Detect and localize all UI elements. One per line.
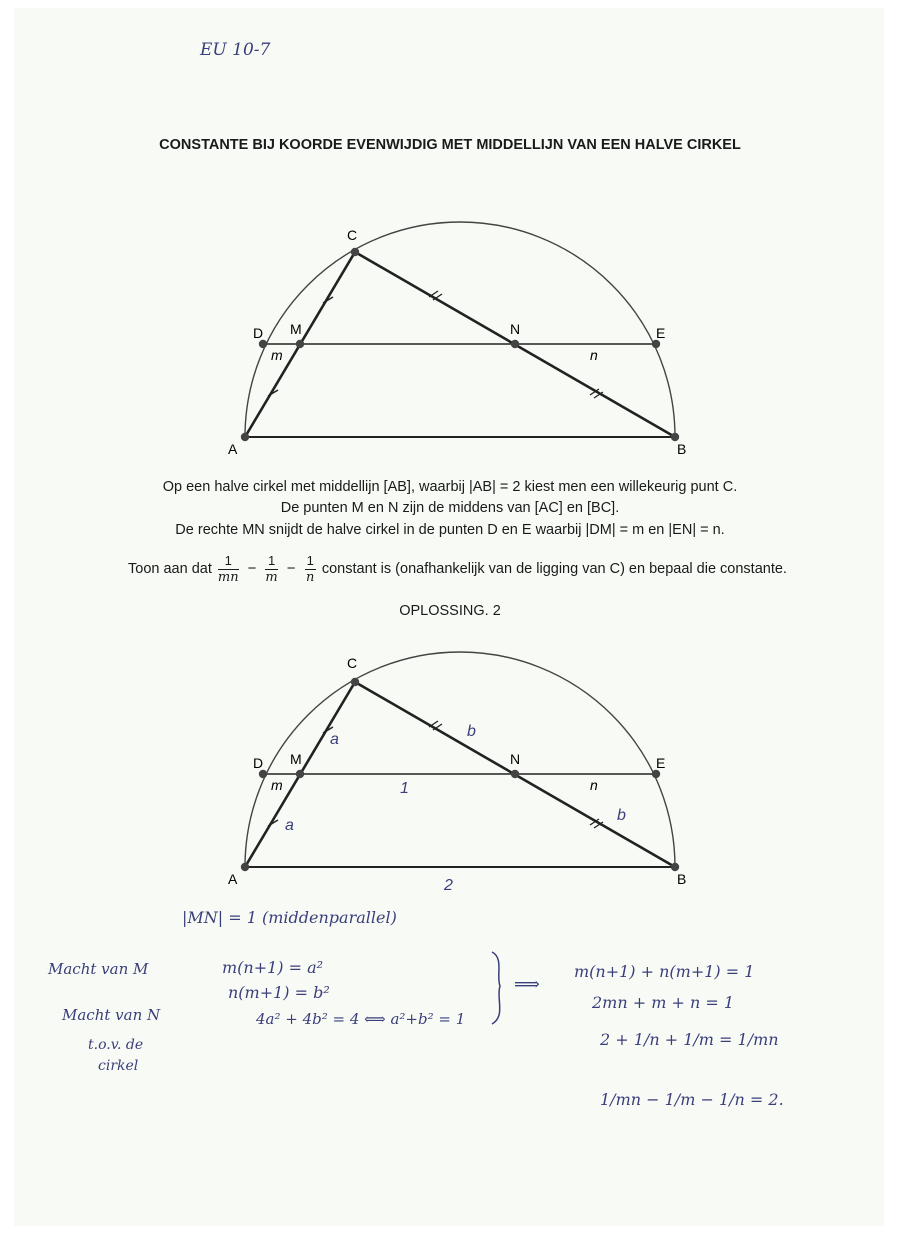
minus-sign: − [247, 560, 257, 578]
problem-line-3: De rechte MN snijdt de halve cirkel in de punten D en E waarbij |DM| = m en |EN| = n. [175, 522, 725, 538]
hand-mn-length: |MN| = 1 (middenparallel) [182, 908, 397, 927]
hand-eq-2: n(m+1) = b² [228, 983, 330, 1002]
fraction-numerator: 1 [265, 553, 277, 570]
hand-implies: ⟹ [514, 974, 540, 995]
segment-b-label-lower: b [617, 807, 626, 824]
point-a-label: A [228, 441, 238, 457]
fraction-denominator: m [265, 569, 278, 585]
point-n-label: N [510, 321, 521, 337]
segment-b-label-upper: b [467, 723, 476, 740]
point-d-label: D [253, 755, 264, 771]
fraction-numerator: 1 [218, 553, 239, 570]
segment-m-label: m [271, 347, 283, 363]
point-e-label: E [656, 755, 666, 771]
point-m-label: M [290, 321, 302, 337]
header-ref: EU 10-7 [200, 40, 271, 60]
hand-eq-1: m(n+1) = a² [222, 958, 324, 977]
segment-n-label: n [590, 777, 598, 793]
point-e-label: E [656, 325, 666, 341]
page-title: CONSTANTE BIJ KOORDE EVENWIJDIG MET MIDDELLIJN VAN EEN HALVE CIRKEL [159, 137, 741, 153]
hand-result-3: 2 + 1/n + 1/m = 1/mn [600, 1030, 779, 1049]
segment-mn-length-label: 1 [400, 780, 409, 797]
hand-cirkel: cirkel [98, 1058, 139, 1074]
hand-result-2: 2mn + m + n = 1 [592, 993, 735, 1012]
hand-eq-3: 4a² + 4b² = 4 ⟺ a²+b² = 1 [256, 1010, 466, 1028]
segment-m-label: m [271, 777, 283, 793]
hand-result-1: m(n+1) + n(m+1) = 1 [574, 962, 755, 981]
point-a-label: A [228, 871, 238, 887]
problem-line-2: De punten M en N zijn de middens van [AC] en [BC]. [280, 500, 620, 516]
hand-result-4: 1/mn − 1/m − 1/n = 2. [600, 1090, 784, 1109]
hand-macht-n: Macht van N [62, 1006, 161, 1024]
problem-line-1: Op een halve cirkel met middellijn [AB], waarbij |AB| = 2 kiest men een willekeurig punt C. [162, 479, 738, 495]
task-suffix: constant is (onafhankelijk van de ligging van C) en bepaal die constante. [321, 561, 787, 578]
hand-brace [486, 948, 516, 1028]
segment-n-label: n [590, 347, 598, 363]
fraction-numerator: 1 [306, 552, 314, 568]
fraction-denominator: mn [217, 569, 239, 585]
hand-tov: t.o.v. de [88, 1037, 144, 1053]
segment-ab-length-label: 2 [444, 877, 453, 894]
task-prefix: Toon aan dat [128, 561, 212, 578]
point-b-label: B [677, 871, 687, 887]
point-b-label: B [677, 441, 687, 457]
segment-a-label-lower: a [285, 817, 294, 834]
point-c-label: C [347, 227, 358, 243]
point-c-label: C [347, 655, 358, 671]
point-m-label: M [290, 751, 302, 767]
point-d-label: D [253, 325, 264, 341]
solution-heading: OPLOSSING. 2 [399, 603, 501, 619]
segment-a-label-upper: a [330, 731, 339, 748]
fraction-denominator: n [306, 569, 315, 585]
hand-macht-m: Macht van M [48, 960, 149, 978]
minus-sign: − [286, 560, 296, 578]
point-n-label: N [510, 751, 521, 767]
